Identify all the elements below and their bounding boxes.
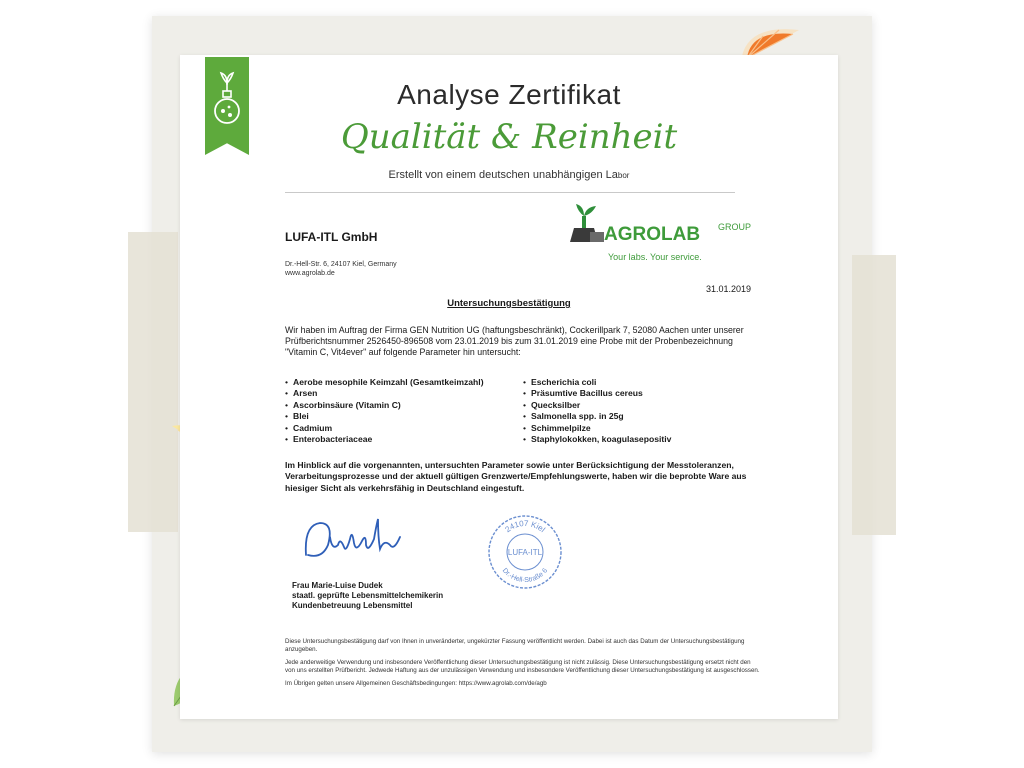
footer-note-publication: Diese Untersuchungsbestätigung darf von Ihnen in unveränderter, ungekürzter Fassung veröffentlicht werden. Dabei ist auch das Datum der Untersuchungsbestätigung anzugeben. — [285, 638, 745, 653]
parameter-list-right — [523, 377, 671, 445]
subtitle-main: Erstellt von einem deutschen unabhängigen La — [388, 169, 618, 181]
parameter-item: • Salmonella spp. in 25g — [523, 411, 671, 422]
lab-stamp — [485, 512, 565, 592]
parameter-item: • Aerobe mesophile Keimzahl (Gesamtkeimzahl) — [285, 377, 484, 388]
signer-department: Kundenbetreuung Lebensmittel — [292, 601, 413, 610]
tape-strip-left — [128, 232, 178, 532]
parameter-item: • Escherichia coli — [523, 377, 671, 388]
handwritten-signature — [300, 515, 420, 565]
subtitle-small: bor — [617, 171, 630, 180]
agrolab-leaf-icon — [570, 202, 606, 246]
footer-note-terms: Im Übrigen gelten unsere Allgemeinen Geschäftsbedingungen: https://www.agrolab.com/de/agb — [285, 680, 547, 687]
agrolab-tagline: Your labs. Your service. — [608, 252, 702, 262]
lab-website: www.agrolab.de — [285, 270, 335, 277]
agrolab-wordmark: AGROLAB — [604, 224, 701, 245]
parameter-item: • Cadmium — [285, 423, 484, 434]
stamp-top-text: 24107 Kiel — [503, 518, 547, 535]
certificate-title: Analyse Zertifikat — [397, 79, 621, 110]
svg-text:24107 Kiel — [503, 519, 547, 534]
signer-name: Frau Marie-Luise Dudek — [292, 581, 383, 590]
footer-note-liability: Jede anderweitige Verwendung und insbesondere Veröffentlichung dieser Untersuchungsbestätigung ist nicht zulässig. Diese Untersuchungsbestätigung ersetzt nicht den von uns erstellten Prüfbericht. Jedwede Haftung aus der unzulässigen Verwendung und insbesondere Veröffentlichung dieser Untersuchungsbestätigung ist ausgeschlossen. — [285, 659, 760, 674]
lab-address-block — [285, 260, 397, 278]
signer-block — [292, 581, 443, 611]
certificate-subtitle — [180, 169, 838, 181]
parameter-item: • Enterobacteriaceae — [285, 434, 484, 445]
footer-notes — [285, 638, 760, 693]
header-divider — [285, 192, 735, 193]
agrolab-logo — [570, 202, 760, 264]
certificate-script-line: Qualität & Reinheit — [340, 117, 678, 157]
agrolab-group-label: GROUP — [718, 222, 752, 232]
certificate-page — [180, 55, 838, 719]
conclusion-paragraph: Im Hinblick auf die vorgenannten, untersuchten Parameter sowie unter Berücksichtigung der Messtoleranzen, Verarbeitungsprozesse und der aktuell gültigen Grenzwerte/Empfehlungswerte, haben wir die beprobte Ware aus hiesiger Sicht als verkehrsfähig in Deutschland eingestuft. — [285, 460, 747, 493]
stamp-center-text: LUFA-ITL — [507, 548, 543, 557]
parameter-item: • Ascorbinsäure (Vitamin C) — [285, 400, 484, 411]
parameter-item: • Quecksilber — [523, 400, 671, 411]
document-date: 31.01.2019 — [706, 284, 752, 294]
document-heading: Untersuchungsbestätigung — [447, 298, 571, 309]
intro-paragraph: Wir haben im Auftrag der Firma GEN Nutrition UG (haftungsbeschränkt), Cockerillpark 7, 52080 Aachen unter unserer Prüfberichtsnummer 2526450-896508 vom 23.01.2019 bis zum 31.01.2019 eine Probe mit der Probenbezeichnung "Vitamin C, Vit4ever" auf folgende Parameter hin untersucht: — [285, 325, 744, 357]
parameter-item: • Schimmelpilze — [523, 423, 671, 434]
parameter-item: • Arsen — [285, 388, 484, 399]
stamp-bottom-text: Dr.-Hell-Straße 6 — [500, 567, 550, 585]
lab-address: Dr.-Hell-Str. 6, 24107 Kiel, Germany — [285, 261, 397, 268]
parameter-item: • Staphylokokken, koagulasepositiv — [523, 434, 671, 445]
tape-strip-right — [852, 255, 896, 535]
parameter-item: • Blei — [285, 411, 484, 422]
parameter-item: • Präsumtive Bacillus cereus — [523, 388, 671, 399]
parameter-list-left — [285, 377, 484, 445]
lab-name: LUFA-ITL GmbH — [285, 230, 378, 244]
signer-title: staatl. geprüfte Lebensmittelchemikerin — [292, 591, 444, 600]
